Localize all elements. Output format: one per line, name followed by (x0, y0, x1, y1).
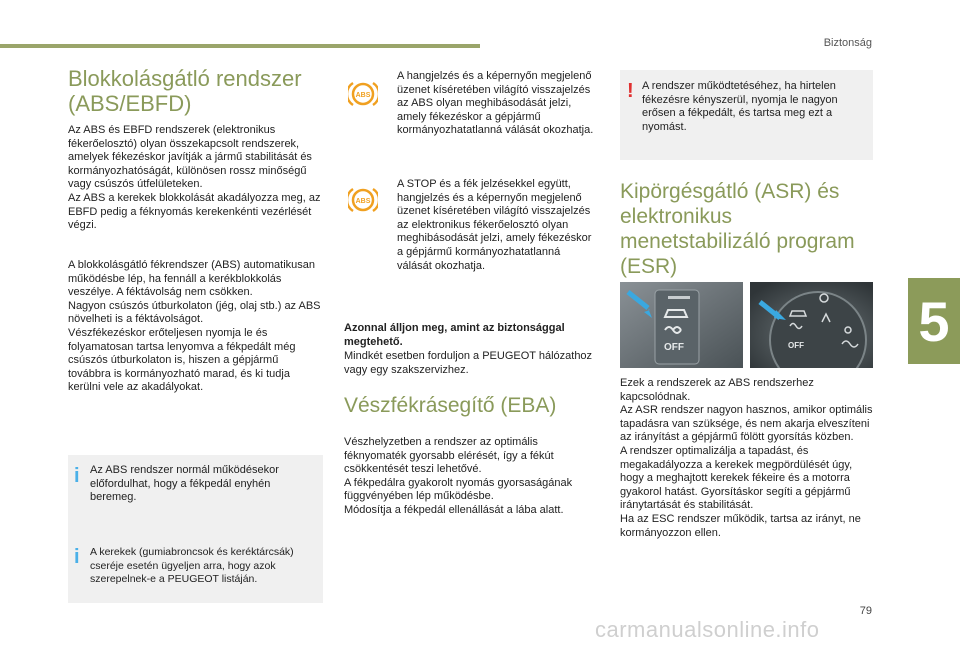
warning-text-2: A STOP és a fék jelzésekkel együtt, hangjelzés és a képernyőn megjelenő üzenet kíséretében világító visszajelzés az elektronikus fékerőelosztó olyan meghibásodását jelzi, amely fékezéskor a gépjármű kormányozhatatlanná válását okozhatja. (397, 178, 592, 272)
info-icon: i (74, 546, 80, 568)
abs-intro: Az ABS és EBFD rendszerek (elektronikus fékerőelosztó) olyan összekapcsolt rendszerek, amelyek fékezéskor javítják a jármű stabilitását és kormányozhatóságát, különösen rossz minőségű vagy csúszós útfelületeken. Az ABS a kerekek blokkolását akadályozza meg, az EBFD pedig a féknyomás kerekenkénti vezérlését végzi. (68, 124, 321, 232)
esc-button-photo (750, 282, 873, 368)
asr-button-photo (620, 282, 743, 368)
warning-box (620, 70, 873, 160)
info-text-2: A kerekek (gumiabroncsok és keréktárcsák) cseréje esetén ügyeljen arra, hogy azok szerepelnek-e a PEUGEOT listáján. (90, 546, 294, 586)
service-instruction: Mindkét esetben forduljon a PEUGEOT hálózathoz vagy egy szakszervizhez. (344, 350, 593, 376)
warning-box-text: A rendszer működtetéséhez, ha hirtelen fékezésre kényszerül, nyomja le nagyon erősen a fékpedált, és tartsa meg ezt a nyomást. (642, 80, 838, 133)
eba-title: Vészfékrásegítő (EBA) (344, 394, 557, 417)
page-number: 79 (859, 605, 872, 617)
header-bar (0, 44, 480, 48)
asr-text: Ezek a rendszerek az ABS rendszerhez kapcsolódnak. Az ASR rendszer nagyon hasznos, amikor optimális tapadásra van szüksége, és nem akarja elveszíteni az irányítást a gépjármű fölött gyorsítás közben. A rendszer optimalizálja a tapadást, és megakadályozza a kerekek megpördülését úgy, hogy a meghajtott kerekek fékeire és a motorra gyakorol hatást. Gyorsításkor segíti a gépjármű iránytartását és stabilitását. Ha az ESC rendszer működik, tartsa az irányt, ne kormányozzon ellen. (620, 377, 873, 539)
watermark: carmanualsonline.info (595, 617, 820, 642)
abs-warning-icon (348, 79, 378, 109)
svg-text:ABS: ABS (355, 92, 371, 99)
abs-operation: A blokkolásgátló fékrendszer (ABS) automatikusan működésbe lép, ha fennáll a kerékblokkolás veszélye. A féktávolság nem csökken. Nagyon csúszós útburkolaton (jég, olaj stb.) az ABS növelheti is a féktávolságot. Vészfékezéskor erőteljesen nyomja le és folyamatosan tartsa lenyomva a fékpedált még csúszós útburkolaton is, hiszen a gépjármű továbbra is kormányozható marad, és ki tudja kerülni vele az akadályokat. (68, 259, 321, 394)
info-box (68, 455, 323, 603)
abs-warning-icon (348, 185, 378, 215)
warning-icon: ! (627, 80, 634, 102)
info-text-1: Az ABS rendszer normál működésekor előfordulhat, hogy a fékpedál enyhén beremeg. (90, 464, 279, 504)
stop-instruction: Azonnal álljon meg, amint az biztonsággal megtehető. (344, 322, 565, 348)
chapter-tab: 5 (908, 278, 960, 364)
eba-text: Vészhelyzetben a rendszer az optimális féknyomaték gyorsabb elérését, így a fékút csökkentését teszi lehetővé. A fékpedálra gyakorolt nyomás gyorsaságának függvényében lép működésbe. Módosítja a fékpedál ellenállását a lába alatt. (344, 436, 573, 516)
info-icon: i (74, 465, 80, 487)
warning-text-1: A hangjelzés és a képernyőn megjelenő üzenet kíséretében világító visszajelzés az ABS olyan meghibásodását jelzi, amely fékezéskor a gépjármű kormányozhatatlanná válását okozhatja. (397, 70, 594, 137)
asr-title: Kipörgésgátló (ASR) és elektronikus menetstabilizáló program (ESR) (620, 180, 855, 278)
section-title: Biztonság (823, 37, 872, 49)
svg-text:OFF: OFF (788, 341, 804, 350)
abs-title: Blokkolásgátló rendszer (ABS/EBFD) (68, 66, 302, 116)
svg-text:OFF: OFF (664, 342, 684, 353)
svg-text:ABS: ABS (355, 198, 371, 205)
